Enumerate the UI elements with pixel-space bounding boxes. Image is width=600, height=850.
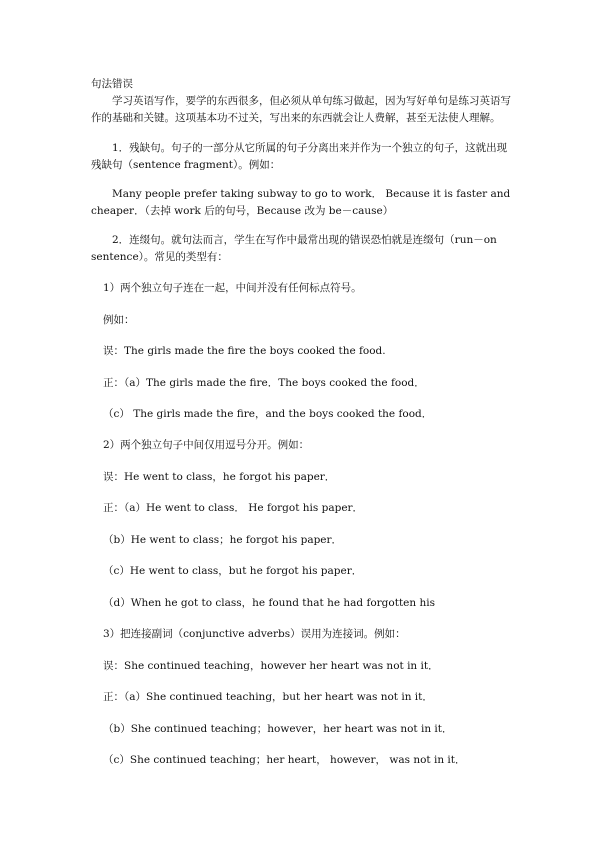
type2-heading: 2）两个独立句子中间仅用逗号分开。例如： xyxy=(103,439,310,451)
document-title: 句法错误 xyxy=(91,78,133,90)
type2-right-b: （b）He went to class；he forgot his paper． xyxy=(103,534,343,546)
type1-right-c: （c） The girls made the fire，and the boys cooked the food． xyxy=(103,408,433,420)
type2-right-d: （d）When he got to class，he found that he had forgotten his xyxy=(103,597,435,609)
type1-example-label: 例如： xyxy=(103,314,135,326)
run-on-heading: 2．连缀句。就句法而言，学生在写作中最常出现的错误恐怕就是连缀句（run－on sentence）。常见的类型有： xyxy=(91,234,497,263)
fragment-heading: 1．残缺句。句子的一部分从它所属的句子分离出来并作为一个独立的句子，这就出现残缺句（sentence fragment）。例如： xyxy=(91,142,508,171)
type3-right-a: 正：（a）She continued teaching，but her heart was not in it． xyxy=(103,691,433,703)
fragment-example: Many people prefer taking subway to go to work． Because it is faster and cheaper．（去掉 work 后的句号，Because 改为 be－cause） xyxy=(91,188,511,217)
type2-wrong: 误：He went to class，he forgot his paper． xyxy=(103,471,336,483)
type2-right-c: （c）He went to class，but he forgot his paper． xyxy=(103,565,363,577)
type3-heading: 3）把连接副词（conjunctive adverbs）误用为连接词。例如： xyxy=(103,628,406,640)
type1-right-a: 正：（a）The girls made the fire．The boys cooked the food． xyxy=(103,377,425,389)
type3-right-b: （b）She continued teaching；however，her heart was not in it． xyxy=(103,723,453,735)
type1-heading: 1）两个独立句子连在一起，中间并没有任何标点符号。 xyxy=(103,282,362,294)
intro-paragraph: 学习英语写作，要学的东西很多，但必须从单句练习做起，因为写好单句是练习英语写作的基础和关键。这项基本功不过关，写出来的东西就会让人费解，甚至无法使人理解。 xyxy=(91,95,511,124)
type1-wrong: 误：The girls made the fire the boys cooked the food. xyxy=(103,345,386,357)
type3-wrong: 误：She continued teaching，however her heart was not in it． xyxy=(103,660,439,672)
type3-right-c: （c）She continued teaching；her heart， however， was not in it． xyxy=(103,754,466,766)
type2-right-a: 正：（a）He went to class． He forgot his paper． xyxy=(103,502,364,514)
